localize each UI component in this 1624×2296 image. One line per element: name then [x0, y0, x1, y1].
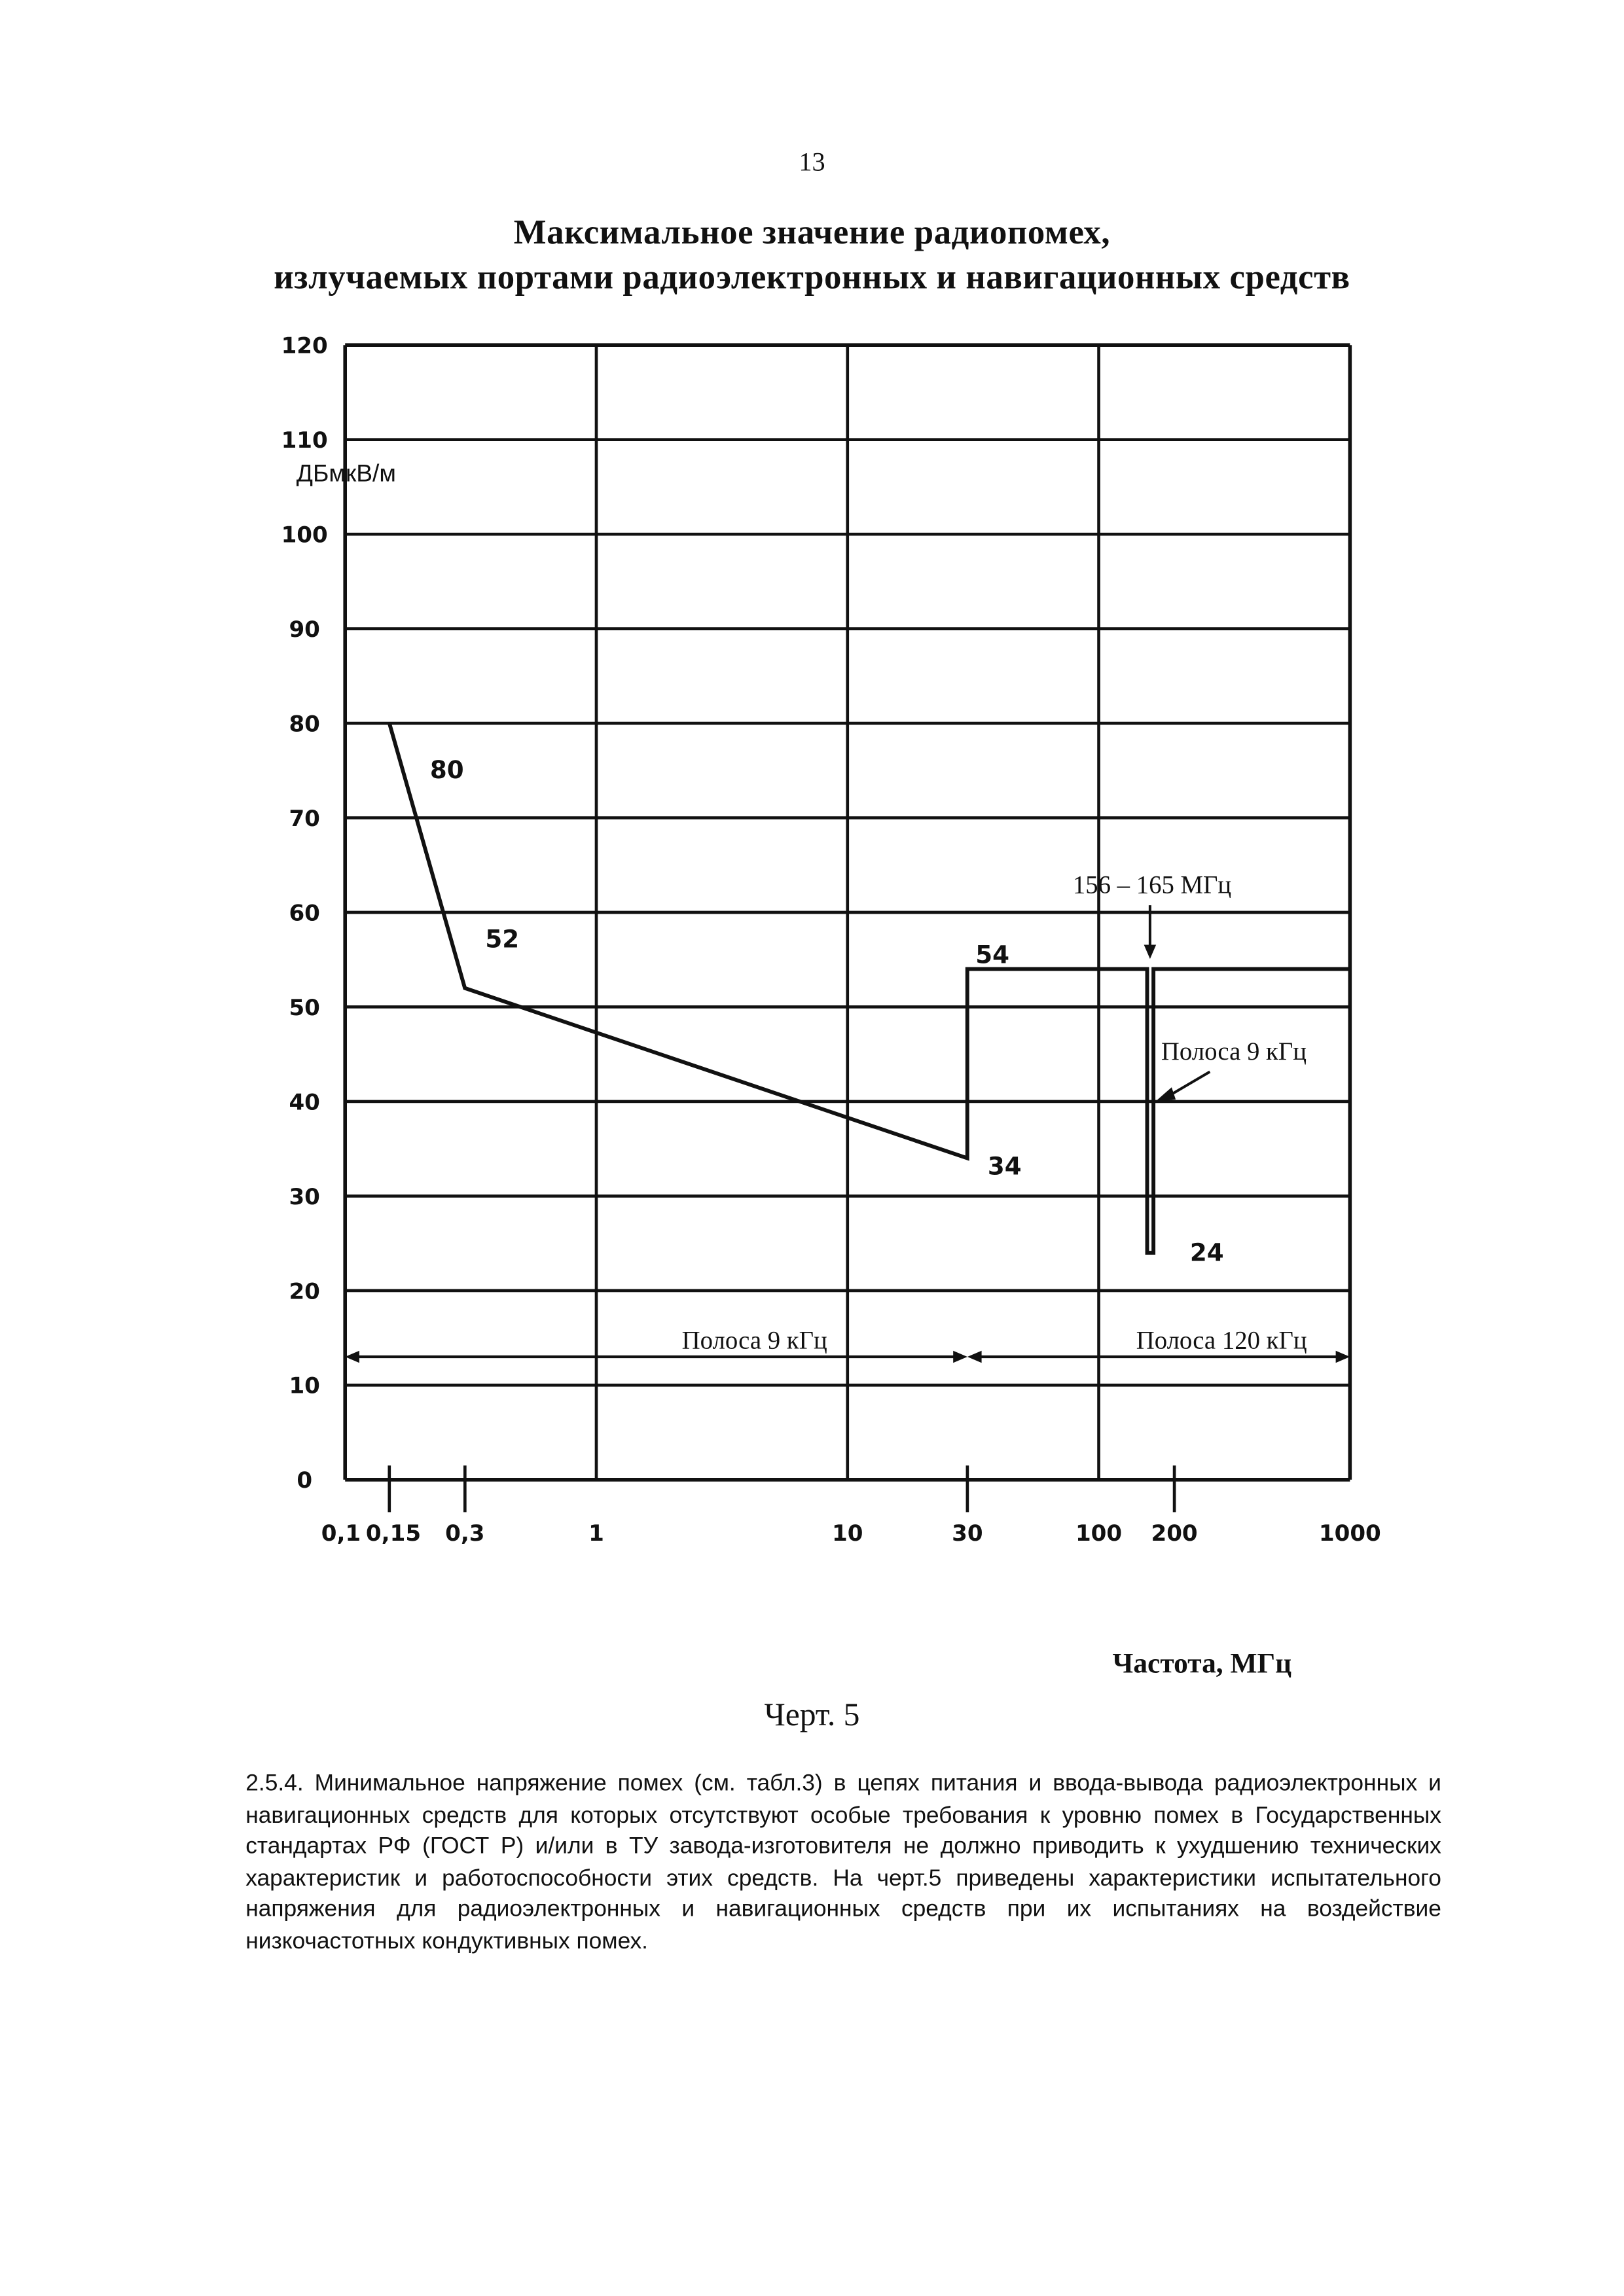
y-tick-label-120: 120 [281, 332, 328, 359]
annotation-156-165: 156 – 165 МГц [1072, 870, 1232, 899]
y-tick-label-40: 40 [289, 1089, 320, 1116]
data-label-54: 54 [975, 940, 1010, 969]
annotation-arrow-shaft-2 [1170, 1071, 1210, 1095]
y-tick-label-10: 10 [289, 1372, 320, 1399]
y-tick-label-110: 110 [281, 427, 328, 454]
x-tick-label-200: 200 [1151, 1520, 1198, 1547]
x-tick-label-10: 10 [832, 1520, 863, 1547]
y-tick-label-0: 0 [297, 1467, 313, 1494]
band-label-2: Полоса 120 кГц [1136, 1326, 1307, 1355]
y-tick-label-30: 30 [289, 1183, 320, 1210]
data-label-52: 52 [485, 924, 520, 954]
y-tick-label-60: 60 [289, 900, 320, 927]
x-tick-label-1000: 1000 [1318, 1520, 1381, 1547]
band-arrowhead-left-1 [345, 1351, 359, 1363]
chart-grid [345, 345, 1350, 1480]
x-tick-label-100: 100 [1075, 1520, 1123, 1547]
annotation-arrowhead-2 [1155, 1087, 1176, 1102]
band-arrowhead-left-2 [967, 1351, 982, 1363]
body-paragraph: 2.5.4. Минимальное напряжение помех (см. табл.3) в цепях питания и ввода-вывода радиоэлектронных и навигационных средств для которых отсутствуют особые требования к уровню помех в Государственных стандартах РФ (ГОСТ Р) и/или в ТУ завода-изготовителя не должно приводить к ухудшению технических характеристик и работоспособности этих средств. На черт.5 приведены характеристики испытательного напряжения для радиоэлектронных и навигационных средств при их испытаниях на воздействие низкочастотных кондуктивных помех. [245, 1772, 1441, 1955]
annotation-band-9khz: Полоса 9 кГц [1161, 1037, 1307, 1066]
y-tick-labels [281, 333, 328, 1494]
y-tick-label-50: 50 [289, 994, 320, 1021]
x-axis-label: Частота, МГц [1112, 1650, 1292, 1681]
x-tick-label-0,1: 0,1 [321, 1520, 361, 1547]
data-labels [430, 755, 1224, 1267]
annotations [1073, 871, 1307, 1102]
band-label-1: Полоса 9 кГц [681, 1326, 827, 1355]
x-tick-label-0,15: 0,15 [365, 1520, 422, 1547]
chart-title-line-1: Максимальное значение радиопомех, [513, 213, 1111, 252]
y-tick-label-20: 20 [289, 1278, 320, 1305]
x-tick-labels [321, 1520, 1381, 1547]
data-label-80: 80 [429, 755, 464, 784]
y-axis-label: ДБмкВ/м [296, 459, 396, 487]
band-arrowhead-right-2 [1336, 1351, 1350, 1363]
series-line-1 [389, 723, 1350, 1253]
chart-title-line-2: излучаемых портами радиоэлектронных и навигационных средств [274, 257, 1350, 296]
figure-caption: Черт. 5 [764, 1698, 860, 1734]
y-tick-label-100: 100 [281, 522, 328, 548]
data-label-24: 24 [1189, 1238, 1224, 1267]
band-arrowhead-right-1 [953, 1351, 967, 1363]
data-label-34: 34 [987, 1151, 1022, 1181]
series [389, 723, 1350, 1253]
x-tick-marks [389, 1465, 1174, 1512]
y-tick-label-80: 80 [289, 711, 320, 738]
y-tick-label-90: 90 [289, 617, 320, 643]
x-tick-label-30: 30 [952, 1520, 983, 1547]
annotation-arrowhead-1 [1144, 944, 1157, 959]
page-number: 13 [799, 146, 825, 177]
x-tick-label-0,3: 0,3 [445, 1520, 485, 1547]
x-tick-label-1: 1 [588, 1520, 604, 1547]
y-tick-label-70: 70 [289, 805, 320, 832]
